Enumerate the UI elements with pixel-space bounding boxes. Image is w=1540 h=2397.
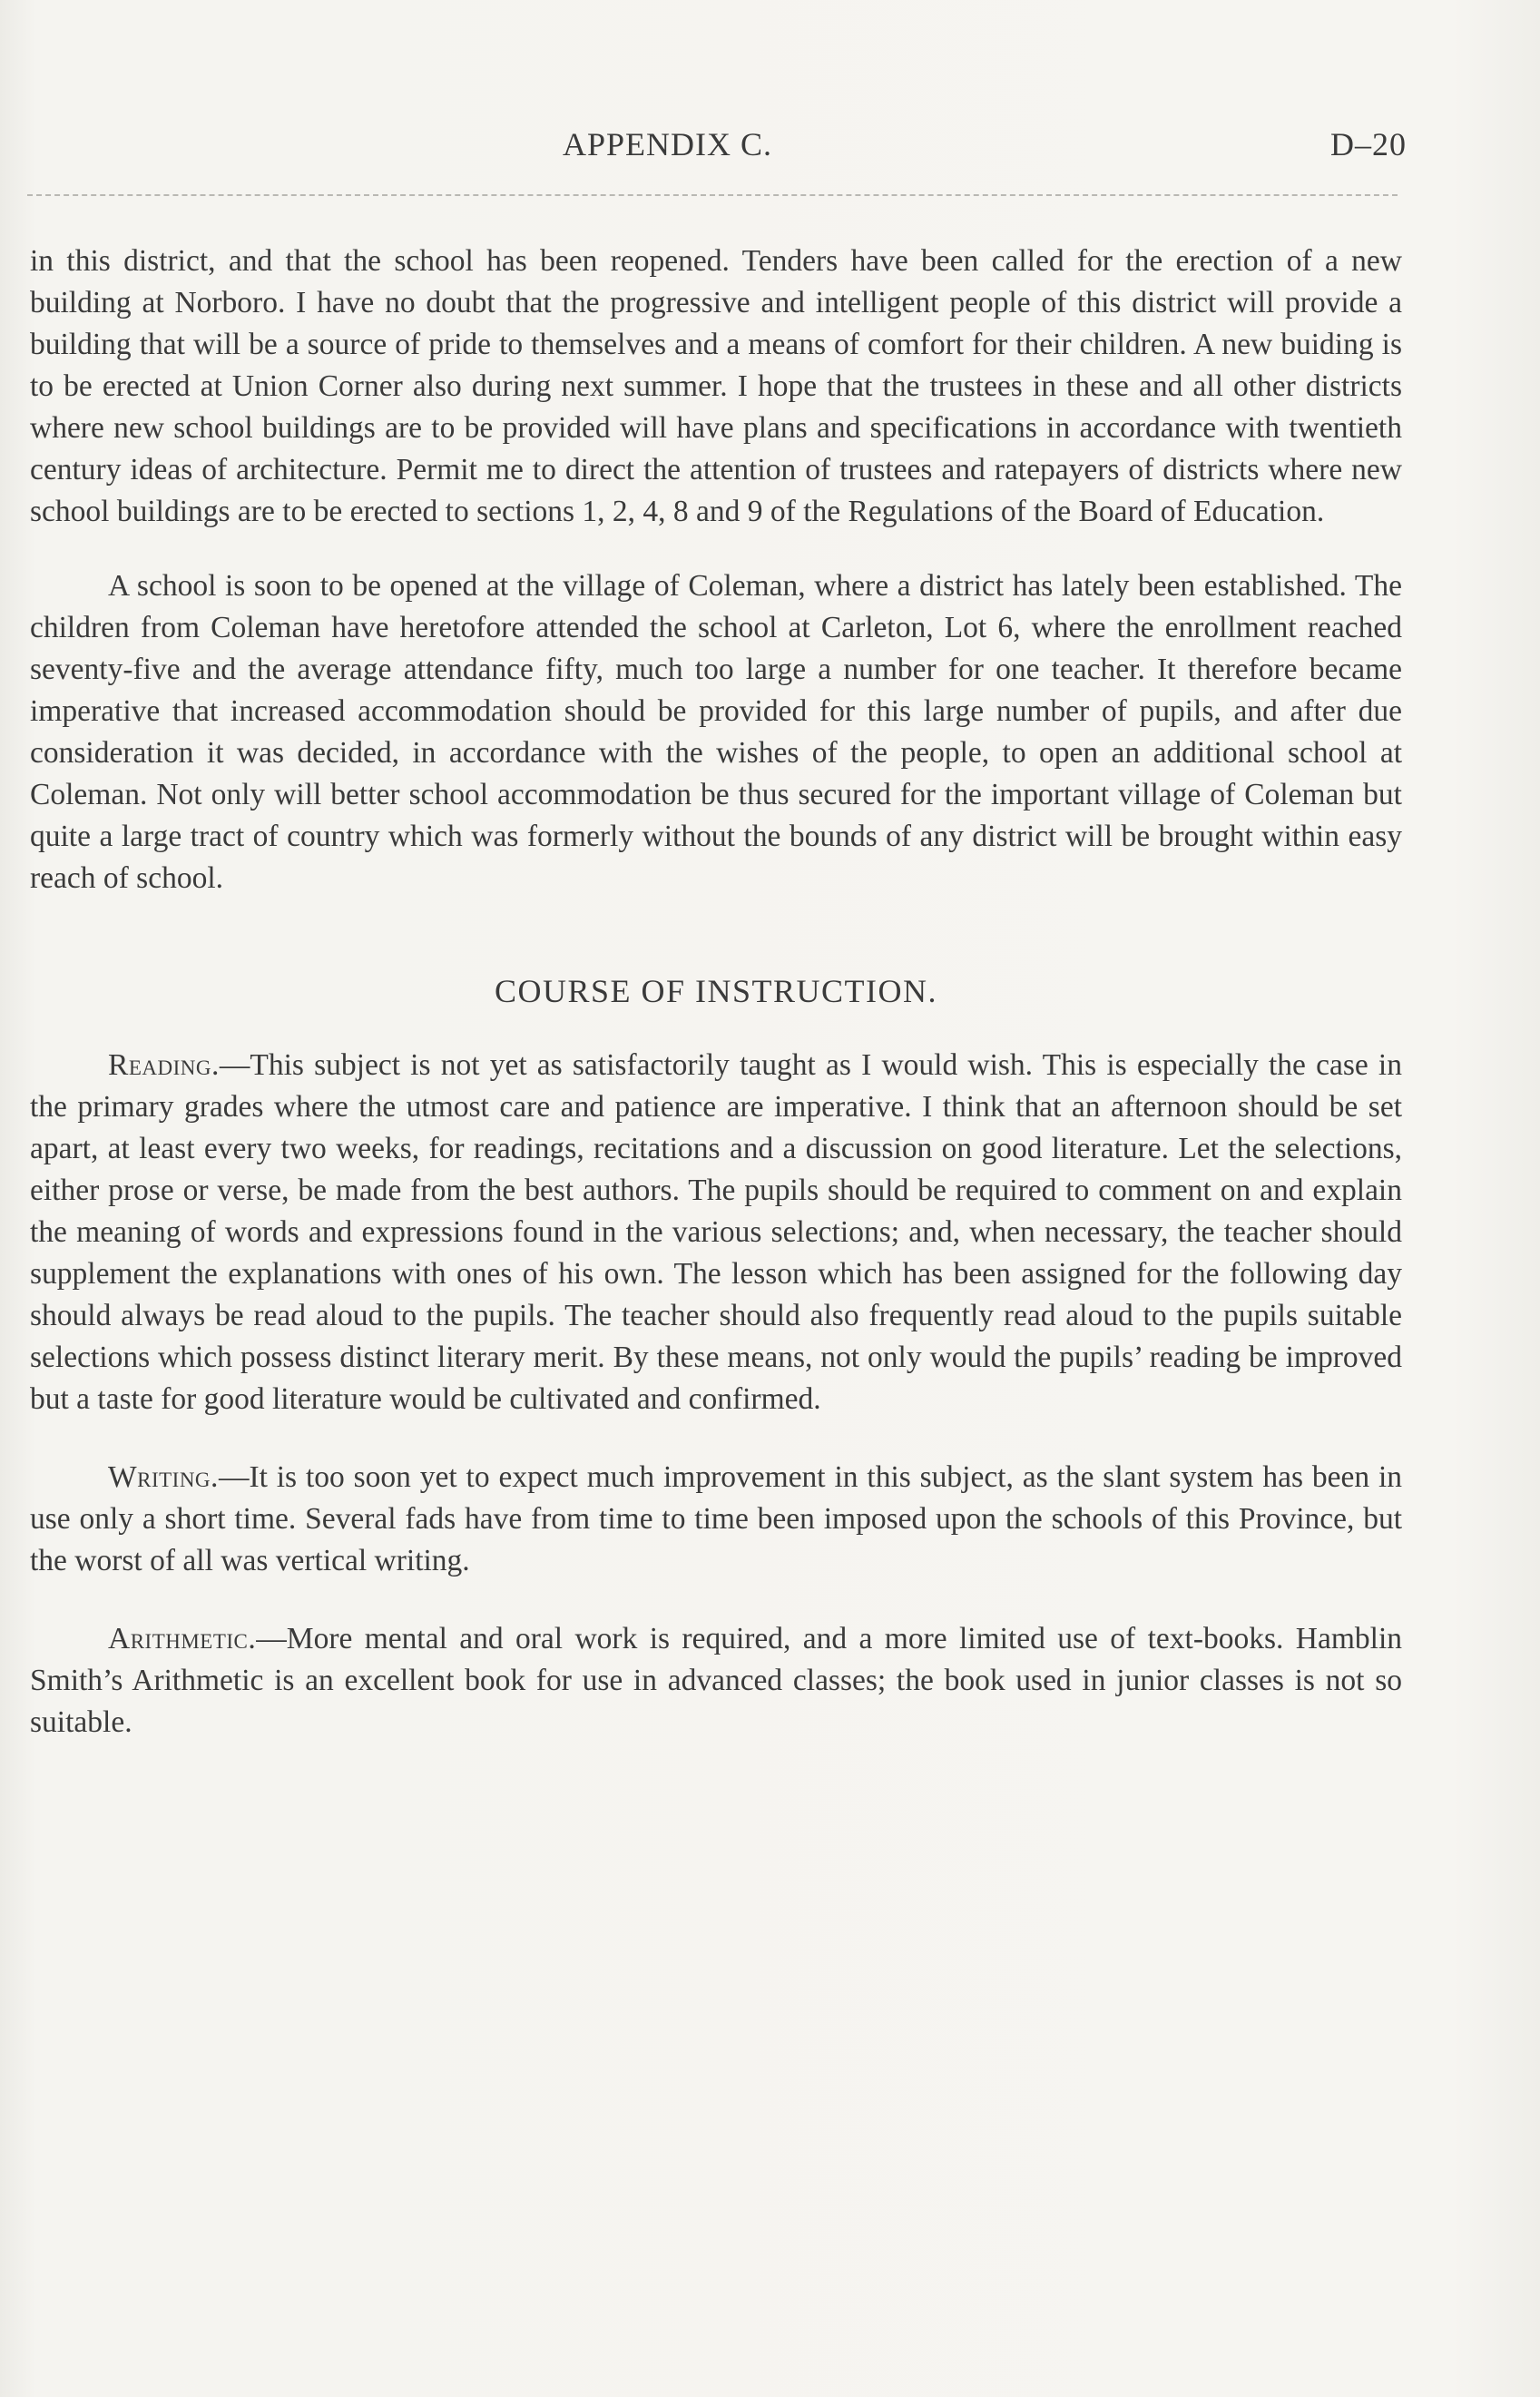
page-number: D–20 bbox=[1330, 126, 1407, 162]
arithmetic-text: —More mental and oral work is required, and a more limited use of text-books. Hamblin Smith’s Arithmetic is an excellent book for use in advanced classes; the book used in junior classes is not so suitable. bbox=[30, 1622, 1402, 1739]
running-head-title: APPENDIX C. bbox=[563, 126, 773, 162]
reading-text: —This subject is not yet as satisfactorily taught as I would wish. This is especially the case in the primary grades where the utmost care and patience are imperative. I think that an afternoon should be set apart, at least every two weeks, for readings, recitations and a discussion on good literature. Let the selections, either prose or verse, be made from the best authors. The pupils should be required to comment on and explain the meaning of words and expressions found in the various selections; and, when necessary, the teacher should supplement the explanations with ones of his own. The lesson which has been assigned for the following day should always be read aloud to the pupils. The teacher should also frequently read aloud to the pupils suitable selections which possess distinct literary merit. By these means, not only would the pupils’ reading be improved but a taste for good literature would be cultivated and confirmed. bbox=[30, 1048, 1402, 1416]
arithmetic-lead-in: Arithmetic. bbox=[108, 1622, 257, 1655]
header-divider bbox=[27, 194, 1398, 196]
running-head bbox=[27, 125, 1407, 171]
paragraph-coleman-school: A school is soon to be opened at the village of Coleman, where a district has lately been established. The children from Coleman have heretofore attended the school at Carleton, Lot 6, where the enrollment reached seventy-five and the average attendance fifty, much too large a number for one teacher. It therefore became imperative that increased accommodation should be provided for this large number of pupils, and after due consideration it was decided, in accordance with the wishes of the people, to open an additional school at Coleman. Not only will better school accommodation be thus secured for the important village of Coleman but quite a large tract of country which was formerly without the bounds of any district will be brought within easy reach of school. bbox=[30, 569, 1402, 895]
paragraph-reading bbox=[30, 1045, 1402, 1420]
body-text bbox=[30, 241, 1402, 1744]
writing-text: —It is too soon yet to expect much improvement in this subject, as the slant system has been in use only a short time. Several fads have from time to time been imposed upon the schools of this Province, but the worst of all was vertical writing. bbox=[30, 1460, 1402, 1577]
writing-lead-in: Writing. bbox=[108, 1460, 219, 1494]
paragraph-writing bbox=[30, 1457, 1402, 1582]
section-heading: COURSE OF INSTRUCTION. bbox=[494, 973, 938, 1009]
paragraph-arithmetic bbox=[30, 1618, 1402, 1744]
reading-lead-in: Reading. bbox=[108, 1048, 220, 1082]
paragraph-norboro-buildings: in this district, and that the school has been reopened. Tenders have been called for the erection of a new building at Norboro. I have no doubt that the progressive and intelligent people of this district will provide a building that will be a source of pride to themselves and a means of comfort for their children. A new buiding is to be erected at Union Corner also during next summer. I hope that the trustees in these and all other districts where new school buildings are to be provided will have plans and specifications in accordance with twentieth century ideas of architecture. Permit me to direct the attention of trustees and ratepayers of districts where new school buildings are to be erected to sections 1, 2, 4, 8 and 9 of the Regulations of the Board of Education. bbox=[30, 244, 1402, 528]
